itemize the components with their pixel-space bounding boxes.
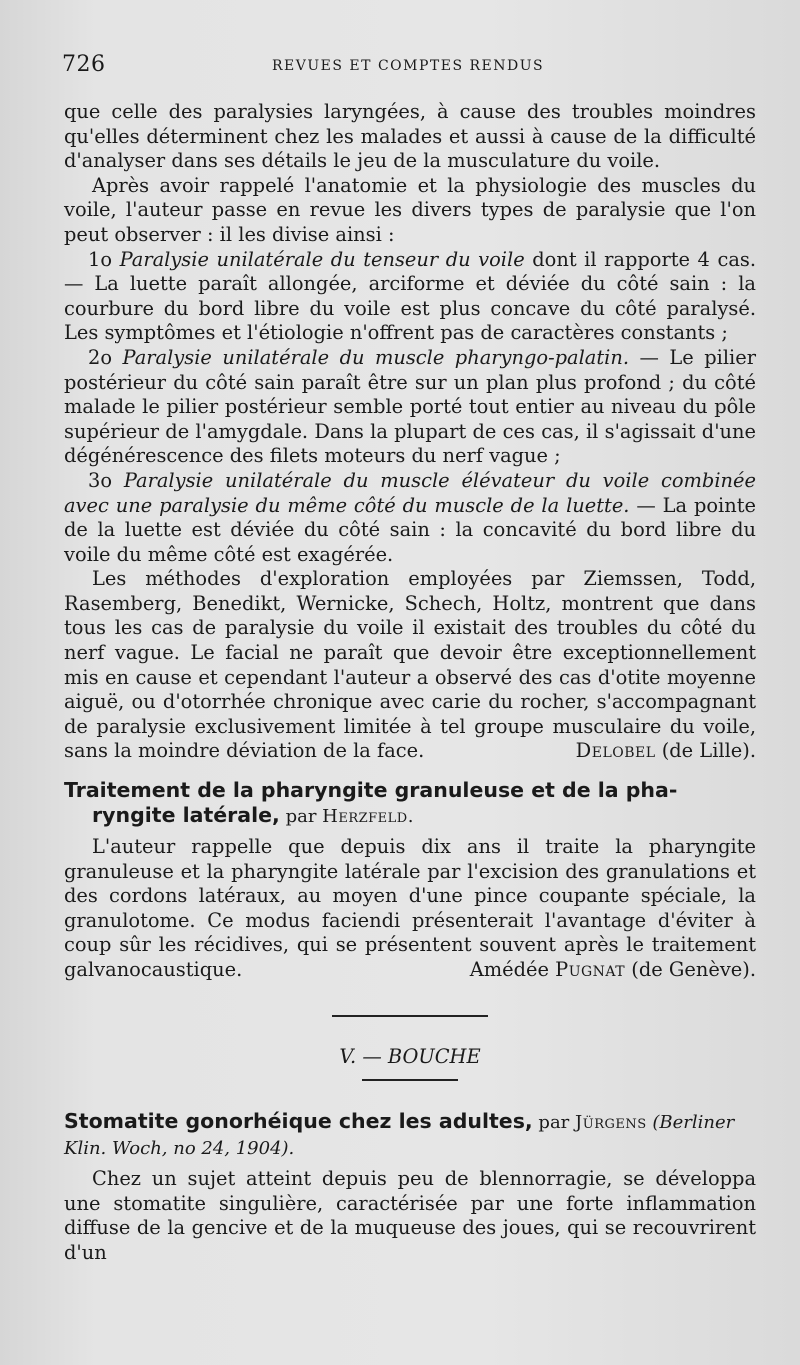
item-title: Paralysie unilatérale du tenseur du voile bbox=[119, 247, 525, 271]
signature-name: Delobel bbox=[575, 739, 656, 763]
section-divider-bottom bbox=[362, 1079, 458, 1081]
section-title: V. — BOUCHE bbox=[339, 1044, 481, 1068]
paragraph-methods bbox=[64, 567, 756, 764]
running-head: REVUES ET COMPTES RENDUS bbox=[272, 58, 545, 74]
item-number: 1o bbox=[88, 247, 113, 271]
signature-name: Pugnat bbox=[555, 958, 626, 981]
article-by: par bbox=[279, 806, 323, 828]
item-text: — La pointe de la luette est déviée du côté sain : la concavité du bord libre du voile du même côté est exagérée. bbox=[64, 493, 756, 566]
methods-text: Les méthodes d'exploration employées par Ziemssen, Todd, Rasemberg, Benedikt, Wernicke, Schech, Holtz, montrent que dans tous les cas de paralysie du voile il existait des troubles du côté du nerf vague. Le facial ne paraît que devoir être exceptionnellement mis en cause et cependant l'auteur a observé des cas d'otite moyenne aiguë, ou d'otorrhée chronique avec carie du rocher, s'accompagnant de paralysie exclusivement limitée à tel groupe musculaire du voile, sans la moindre déviation de la face. bbox=[64, 567, 756, 763]
list-item-2 bbox=[64, 346, 756, 469]
paragraph-continuation: que celle des paralysies laryngées, à cause des troubles moindres qu'elles déterminent chez les malades et aussi à cause de la difficulté d'analyser dans ses détails le jeu de la musculature du voile. bbox=[64, 100, 756, 173]
item-text: dont il rapporte 4 cas. — La luette paraît allongée, arciforme et déviée du côté sain : la courbure du bord libre du voile est plus concave du côté paralysé. Les symptômes et l'étiologie n'offrent pas de caractères constants ; bbox=[64, 247, 756, 345]
signature-pugnat bbox=[442, 958, 756, 983]
article3-title: Stomatite gonorhéique chez les adultes, bbox=[64, 1109, 533, 1134]
item-title: Paralysie unilatérale du muscle élévateur du voile combinée avec une paralysie du même côté du muscle de la luette. bbox=[64, 468, 756, 517]
item-number: 3o bbox=[88, 468, 113, 492]
article-title-line1: Traitement de la pharyngite granuleuse et de la pha- bbox=[64, 778, 678, 803]
page-header bbox=[62, 52, 760, 82]
paragraph-stomatite: Chez un sujet atteint depuis peu de blennorragie, se développa une stomatite singulière, caractérisée par une forte inflammation diffuse de la gencive et de la muqueuse des joues, qui se recouvrirent d'un bbox=[64, 1167, 756, 1264]
pharyngite-text: L'auteur rappelle que depuis dix ans il traite la pharyngite granuleuse et la pharyngite latérale par l'excision des granulations et des cordons latéraux, au moyen d'une pince coupante spéciale, la granulotome. Ce modus faciendi présenterait l'avantage d'éviter à coup sûr les récidives, qui se présentent souvent après le traitement galvanocaustique. bbox=[64, 835, 756, 981]
paragraph-intro: Après avoir rappelé l'anatomie et la physiologie des muscles du voile, l'auteur passe en revue les divers types de paralysie que l'on peut observer : il les divise ainsi : bbox=[64, 173, 756, 246]
item-number: 2o bbox=[88, 345, 113, 369]
article-author: Herzfeld. bbox=[322, 806, 414, 828]
article3-by: par bbox=[532, 1112, 576, 1134]
page-number: 726 bbox=[62, 52, 106, 77]
item-text: — Le pilier postérieur du côté sain paraît être sur un plan plus profond ; du côté malade le pilier postérieur semble porté tout entier au niveau du pôle supérieur de l'amygdale. Dans la plupart de ces cas, il s'agissait d'une dégénérescence des filets moteurs du nerf vague ; bbox=[64, 345, 756, 468]
article3-author: Jürgens bbox=[575, 1112, 647, 1134]
signature-delobel bbox=[548, 739, 756, 764]
article3-reference: (Berliner Klin. Woch, no 24, 1904). bbox=[64, 1112, 735, 1160]
section-divider-top bbox=[332, 1015, 488, 1017]
item-title: Paralysie unilatérale du muscle pharyngo-palatin. bbox=[122, 345, 630, 369]
article-title-pharyngite bbox=[64, 778, 756, 829]
list-item-1 bbox=[64, 248, 756, 346]
article-title-stomatite bbox=[64, 1109, 756, 1161]
signature-place: (de Lille). bbox=[655, 739, 756, 763]
article-title-line2: ryngite latérale, bbox=[92, 803, 280, 828]
paragraph-pharyngite bbox=[64, 835, 756, 983]
page-body bbox=[64, 100, 756, 1266]
list-item-3 bbox=[64, 469, 756, 567]
signature-place: (de Genève). bbox=[625, 958, 756, 981]
signature-first: Amédée bbox=[469, 958, 556, 981]
